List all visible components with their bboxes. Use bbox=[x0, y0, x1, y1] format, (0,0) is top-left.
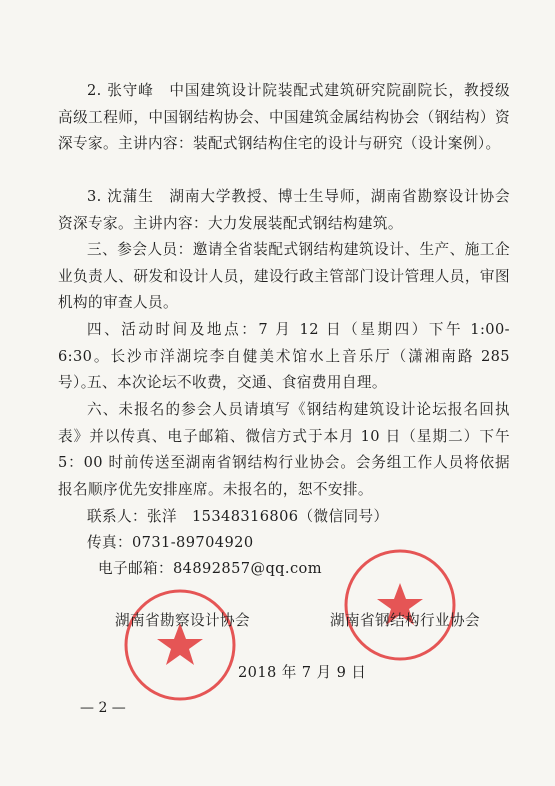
contact-email: 电子邮箱：84892857@qq.com bbox=[98, 560, 322, 577]
signature-left: 湖南省勘察设计协会 bbox=[115, 612, 250, 629]
document-date: 2018 年 7 月 9 日 bbox=[238, 664, 367, 681]
signature-right: 湖南省钢结构行业协会 bbox=[330, 612, 480, 629]
registration-paragraph: 六、未报名的参会人员请填写《钢结构建筑设计论坛报名回执表》并以传真、电子邮箱、微信方式于本月 10 日（星期二）下午 5：00 时前传送至湖南省钢结构行业协会。会务组工作人员将依据报名顺序优先安排座席。未报名的，恕不安排。 bbox=[58, 401, 510, 498]
speaker-2-paragraph: 2. 张守峰 中国建筑设计院装配式建筑研究院副院长，教授级高级工程师，中国钢结构协会、中国建筑金属结构协会（钢结构）资深专家。主讲内容：装配式钢结构住宅的设计与研究（设计案例）。 bbox=[58, 82, 510, 152]
left-seal-icon bbox=[120, 585, 240, 705]
right-seal-icon bbox=[340, 545, 460, 665]
contact-fax: 传真：0731-89704920 bbox=[87, 534, 254, 551]
speaker-3-paragraph: 3. 沈蒲生 湖南大学教授、博士生导师，湖南省勘察设计协会资深专家。主讲内容：大力发展装配式钢结构建筑。 bbox=[58, 188, 510, 232]
time-location-paragraph: 四、活动时间及地点：7 月 12 日（星期四）下午 1:00-6:30。长沙市洋湖垸李自健美术馆水上音乐厅（潇湘南路 285 号）。 bbox=[58, 321, 510, 391]
page-number: — 2 — bbox=[80, 700, 126, 716]
fee-paragraph: 五、本次论坛不收费，交通、食宿费用自理。 bbox=[87, 374, 387, 391]
contact-person: 联系人：张洋 15348316806（微信同号） bbox=[87, 508, 389, 525]
attendees-paragraph: 三、参会人员：邀请全省装配式钢结构建筑设计、生产、施工企业负责人、研发和设计人员，建设行政主管部门设计管理人员，审图机构的审查人员。 bbox=[58, 241, 510, 311]
